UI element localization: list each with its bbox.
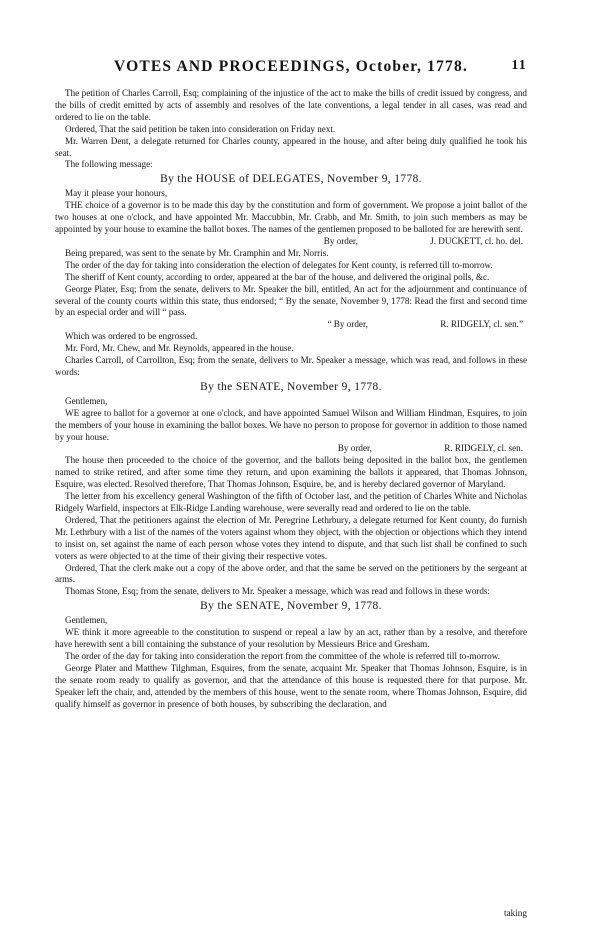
paragraph: Ordered, That the said petition be taken into consideration on Friday next. <box>65 123 336 134</box>
paragraph: Ordered, That the petitioners against the election of Mr. Peregrine Lethrbury, a delegate returned for Kent county, do furnish Mr. Lethrbury with a list of the names of the voters against whom they object, with the objection or objections which they intend to insist on, set against the name of each person whose votes they intend to dispute, and that such list shall be confined to such voters as were objected to at the time of their giving their respective votes. <box>55 514 527 561</box>
message-salutation: May it please your honours, <box>65 188 168 199</box>
message-body: WE think it more agreeable to the constitution to suspend or repeal a law by an act, rather than by a resolve, and therefore have herewith sent a bill containing the substance of your resolution by Messieurs Brice and Gresham. <box>55 627 527 650</box>
paragraph: Thomas Stone, Esq; from the senate, delivers to Mr. Speaker a message, which was read and follows in these words: <box>65 586 490 597</box>
paragraph: The order of the day for taking into consideration the election of delegates for Kent county, is referred till to-morrow. <box>65 259 493 270</box>
signature-by: “ By order, <box>327 319 368 330</box>
signature-name: R. RIDGELY, cl. sen. <box>444 443 523 454</box>
message-signature-line <box>55 236 527 248</box>
message-body: WE agree to ballot for a governor at one o'clock, and have appointed Samuel Wilson and William Hindman, Esquires, to join the members of your house in examining the ballot boxes. We have no person to propose for governor in addition to those named by your house. <box>55 407 527 442</box>
running-title: VOTES AND PROCEEDINGS, October, 1778. <box>114 58 468 75</box>
running-head <box>55 58 527 78</box>
paragraph: Being prepared, was sent to the senate by Mr. Cramphin and Mr. Norris. <box>65 247 329 258</box>
signature-by: By order, <box>337 443 372 454</box>
message-signature-line <box>55 443 527 455</box>
paragraph: Mr. Ford, Mr. Chew, and Mr. Reynolds, appeared in the house. <box>65 343 294 354</box>
signature-by: By order, <box>323 235 358 246</box>
catchword: taking <box>504 908 527 918</box>
message-heading: By the SENATE, November 9, 1778. <box>200 380 382 393</box>
paragraph: George Plater, Esq; from the senate, delivers to Mr. Speaker the bill, entitled, An act for the adjournment and continuance of several of the county courts within this state, thus endorsed; “ By the senate, November 9, 1778: Read the first and second time by an especial order and will “ pass. <box>55 283 527 318</box>
message-salutation: Gentlemen, <box>65 395 108 406</box>
page-number: 11 <box>511 58 527 73</box>
paragraph: George Plater and Matthew Tilghman, Esquires, from the senate, acquaint Mr. Speaker that Thomas Johnson, Esquire, is in the senate room ready to qualify as governor, and that the attendance of this house is requested there for that purpose. Mr. Speaker left the chair, and, attended by the members of this house, went to the senate room, where Thomas Johnson, Esquire, did qualify himself as governor in presence of both houses, by subscribing the declaration, and <box>55 662 527 709</box>
paragraph: Mr. Warren Dent, a delegate returned for Charles county, appeared in the house, and after being duly qualified he took his seat. <box>55 135 527 158</box>
endorsement-signature-line <box>55 319 527 331</box>
paragraph: The sheriff of Kent county, according to order, appeared at the bar of the house, and delivered the original polls, &c. <box>65 271 490 282</box>
paragraph: The house then proceeded to the choice of the governor, and the ballots being deposited in the ballot box, the gentlemen named to strike retired, and after some time they return, and upon examining the ballots it appeared, that Thomas Johnson, Esquire, was elected. Resolved therefore, That Thomas Johnson, Esquire, be, and is hereby declared governor of Maryland. <box>55 455 527 490</box>
paragraph: Ordered, That the clerk make out a copy of the above order, and that the same be served on the petitioners by the sergeant at arms. <box>55 562 527 585</box>
document-body <box>55 88 527 711</box>
message-body: THE choice of a governor is to be made this day by the constitution and form of government. We propose a joint ballot of the two houses at one o'clock, and have appointed Mr. Maccubbin, Mr. Crabb, and Mr. Smith, to join such members as may be appointed by your house to examine the ballot boxes. The names of the gentlemen proposed to be balloted for are herewith sent. <box>55 200 527 235</box>
paragraph: The following message: <box>65 159 153 170</box>
document-page <box>55 58 527 918</box>
paragraph: The letter from his excellency general Washington of the fifth of October last, and the petition of Charles White and Nicholas Ridgely Warfield, inspectors at Elk-Ridge Landing warehouse, were severally read and ordered to lie on the table. <box>55 491 527 513</box>
paragraph: The petition of Charles Carroll, Esq; complaining of the injustice of the act to make the bills of credit issued by congress, and the bills of credit emitted by acts of assembly and resolves of the late conventions, a legal tender in all cases, was read and ordered to lie on the table. <box>55 88 527 122</box>
paragraph: Which was ordered to be engrossed. <box>65 331 198 342</box>
message-heading: By the HOUSE of DELEGATES, November 9, 1778. <box>160 173 422 186</box>
paragraph: The order of the day for taking into consideration the report from the committee of the whole is referred till to-morrow. <box>65 650 500 661</box>
message-heading: By the SENATE, November 9, 1778. <box>200 600 382 613</box>
paragraph: Charles Carroll, of Carrollton, Esq; from the senate, delivers to Mr. Speaker a message, which was read, and follows in these words: <box>55 355 527 377</box>
signature-name: J. DUCKETT, cl. ho. del. <box>430 235 523 246</box>
message-salutation: Gentlemen, <box>65 615 108 626</box>
signature-name: R. RIDGELY, cl. sen.” <box>440 319 523 330</box>
